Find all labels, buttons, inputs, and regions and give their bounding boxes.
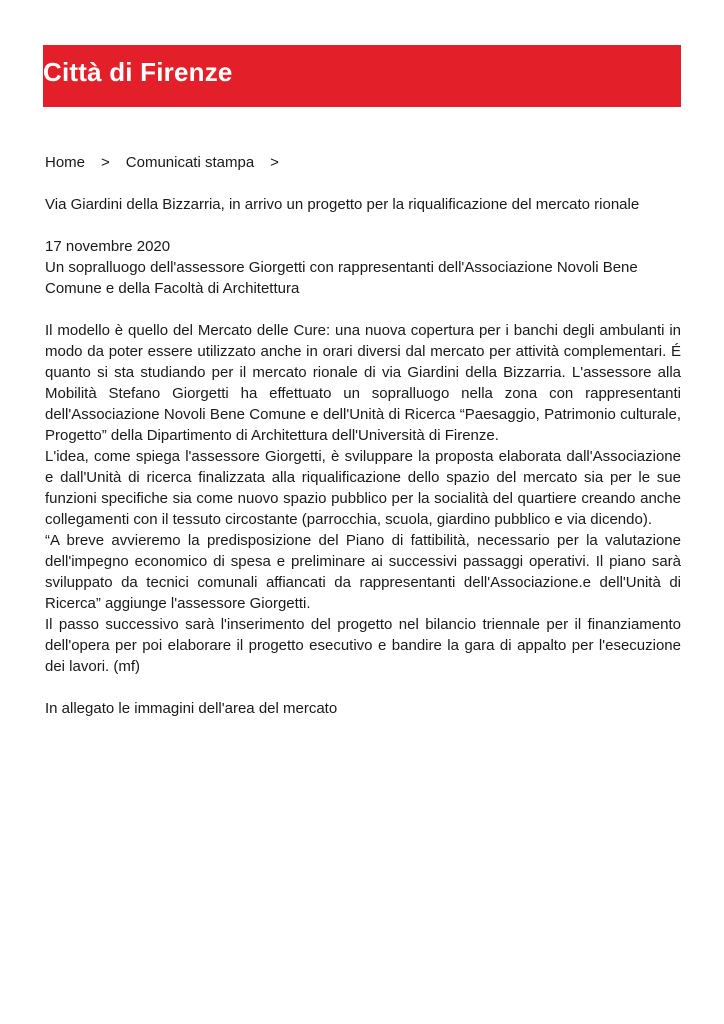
breadcrumb-home-link[interactable]: Home xyxy=(45,154,86,171)
article-paragraph: L'idea, come spiega l'assessore Giorgetti, è sviluppare la proposta elaborata dall'Associazione e dall'Unità di ricerca finalizzata alla riqualificazione dello spazio del mercato sia per le sue funzioni specifiche sia come nuovo spazio pubblico per la socialità del quartiere creando anche collegamenti con il tessuto circostante (parrocchia, scuola, giardino pubblico e via dicendo). xyxy=(45,448,681,528)
article-title: Via Giardini della Bizzarria, in arrivo un progetto per la riqualificazione del mercato rionale xyxy=(45,196,640,213)
breadcrumb-separator: > xyxy=(270,154,279,171)
article-date: 17 novembre 2020 xyxy=(45,238,171,255)
article-content xyxy=(45,152,681,719)
header-banner xyxy=(43,45,681,107)
attachment-note: In allegato le immagini dell'area del mercato xyxy=(45,700,338,717)
breadcrumb-separator: > xyxy=(101,154,110,171)
article-paragraph: Il passo successivo sarà l'inserimento del progetto nel bilancio triennale per il finanziamento dell'opera per poi elaborare il progetto esecutivo e bandire la gara di appalto per l'esecuzione dei lavori. (mf) xyxy=(45,616,681,675)
breadcrumb-section-link[interactable]: Comunicati stampa xyxy=(125,154,255,171)
site-title: Città di Firenze xyxy=(43,57,233,87)
breadcrumb xyxy=(45,152,681,173)
article-paragraph: Il modello è quello del Mercato delle Cure: una nuova copertura per i banchi degli ambulanti in modo da poter essere utilizzato anche in orari diversi dal mercato per attività complementari. É quanto si sta studiando per il mercato rionale di via Giardini della Bizzarria. L'assessore alla Mobilità Stefano Giorgetti ha effettuato un sopralluogo nella zona con rappresentanti dell'Associazione Novoli Bene Comune e dell'Unità di Ricerca “Paesaggio, Patrimonio culturale, Progetto” della Dipartimento di Architettura dell'Università di Firenze. xyxy=(45,322,681,444)
article-paragraph: “A breve avvieremo la predisposizione del Piano di fattibilità, necessario per la valutazione dell'impegno economico di spesa e preliminare ai successivi passaggi operativi. Il piano sarà sviluppato da tecnici comunali affiancati da rappresentanti dell'Associazione.e dell'Unità di Ricerca” aggiunge l'assessore Giorgetti. xyxy=(45,532,681,612)
article-subtitle: Un sopralluogo dell'assessore Giorgetti con rappresentanti dell'Associazione Novoli Bene Comune e della Facoltà di Architettura xyxy=(45,259,638,297)
